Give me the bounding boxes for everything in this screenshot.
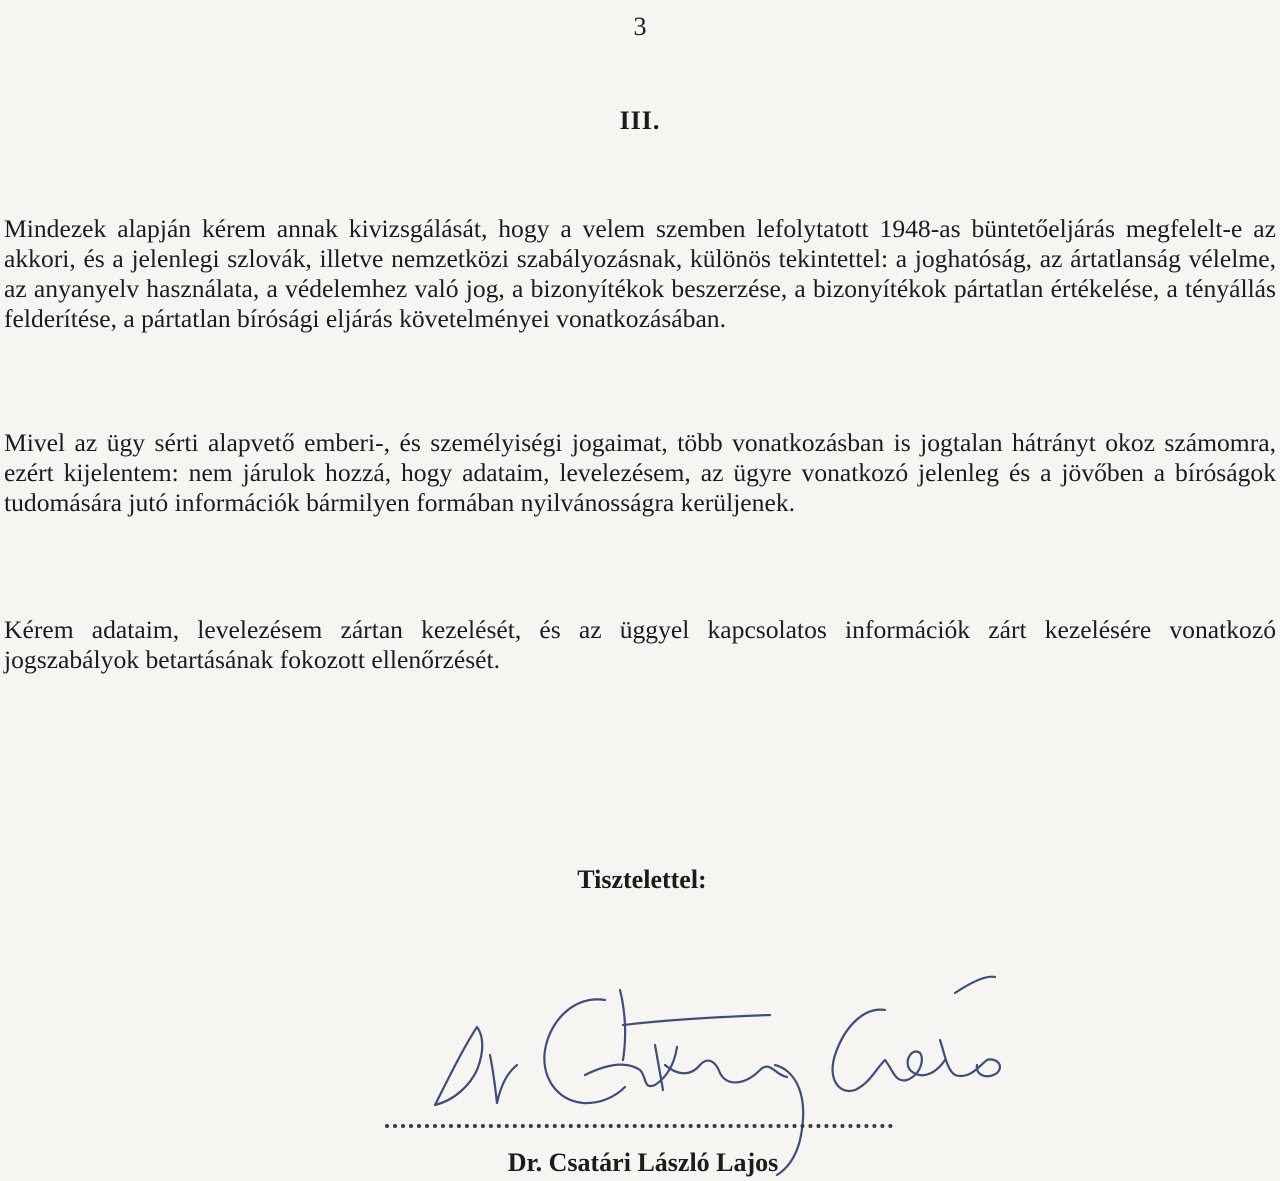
paragraph-privacy-declaration: Mivel az ügy sérti alapvető emberi-, és személyiségi jogaimat, több vonatkozásban is jogtalan hátrányt okoz számomra, ezért kijelentem: nem járulok hozzá, hogy adataim, levelezésem, az ügyre vonatkozó jelenleg és a jövőben a bíróságok tudomására jutó információk bármilyen formában nyilvánosságra kerüljenek. xyxy=(4,428,1276,517)
paragraph-confidential-handling: Kérem adataim, levelezésem zártan kezelését, és az üggyel kapcsolatos információk zárt kezelésére vonatkozó jogszabályok betartásának fokozott ellenőrzését. xyxy=(4,615,1276,674)
closing-salutation: Tisztelettel: xyxy=(577,865,707,894)
section-heading: III. xyxy=(619,106,661,135)
paragraph-request-investigation: Mindezek alapján kérem annak kivizsgálását, hogy a velem szemben lefolytatott 1948-as büntetőeljárás megfelelt-e az akkori, és a jelenlegi szlovák, illetve nemzetközi szabályozásnak, különös tekintettel: a joghatóság, az ártatlanság vélelme, az anyanyelv használata, a védelemhez való jog, a bizonyítékok beszerzése, a bizonyítékok pártatlan értékelése, a tényállás felderítése, a pártatlan bírósági eljárás követelményei vonatkozásában. xyxy=(4,214,1276,333)
page-number: 3 xyxy=(633,12,647,41)
signer-name: Dr. Csatári László Lajos xyxy=(507,1148,779,1177)
signature-line xyxy=(385,1124,893,1128)
